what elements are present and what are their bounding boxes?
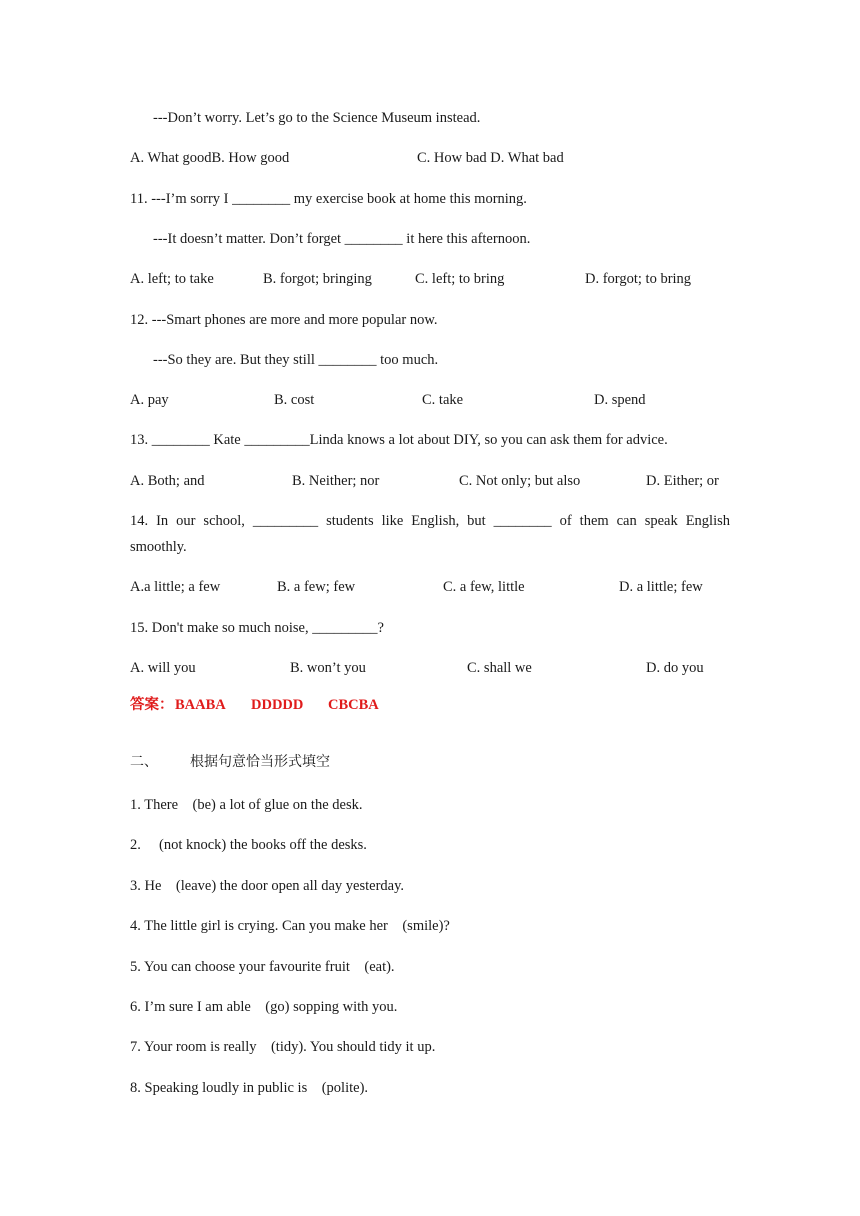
answer-group-2: DDDDD: [251, 697, 304, 713]
q14-option-b: B. a few; few: [277, 579, 356, 595]
q13-question: 13. ________ Kate _________Linda knows a lot about DIY, so you can ask them for advice.: [130, 432, 668, 448]
fill-item: 1. There (be) a lot of glue on the desk.: [130, 797, 363, 813]
q14-question-continued: smoothly.: [130, 539, 187, 555]
q15-option-a: A. will you: [130, 660, 196, 676]
q11-option-a: A. left; to take: [130, 271, 214, 287]
answer-label: 答案：: [130, 697, 174, 713]
section-title: 根据句意恰当形式填空: [190, 754, 330, 770]
q13-option-b: B. Neither; nor: [292, 473, 380, 489]
q12-question: 12. ---Smart phones are more and more popular now.: [130, 312, 438, 328]
q15-option-c: C. shall we: [467, 660, 532, 676]
q13-option-a: A. Both; and: [130, 473, 205, 489]
q15-option-d: D. do you: [646, 660, 704, 676]
q12-option-c: C. take: [422, 392, 464, 408]
fill-item: 3. He (leave) the door open all day yesterday.: [130, 878, 405, 894]
fill-item: 7. Your room is really (tidy). You should tidy it up.: [130, 1039, 436, 1055]
q11-option-d: D. forgot; to bring: [585, 271, 692, 287]
q14-option-d: D. a little; few: [619, 579, 703, 595]
answer-group-3: CBCBA: [328, 697, 379, 713]
fill-item: 2. (not knock) the books off the desks.: [130, 837, 367, 853]
answer-group-1: BAABA: [175, 697, 226, 713]
fill-item: 4. The little girl is crying. Can you make her (smile)?: [130, 918, 450, 934]
q10-options-cd: C. How bad D. What bad: [417, 150, 564, 166]
q12-option-d: D. spend: [594, 392, 646, 408]
q10-options-ab: A. What goodB. How good: [130, 150, 290, 166]
q11-option-b: B. forgot; bringing: [263, 271, 372, 287]
q14-option-a: A.a little; a few: [130, 579, 221, 595]
q10-dialogue-line: ---Don’t worry. Let’s go to the Science Museum instead.: [153, 110, 481, 126]
q11-option-c: C. left; to bring: [415, 271, 505, 287]
q11-question: 11. ---I’m sorry I ________ my exercise book at home this morning.: [130, 191, 527, 207]
q14-question: 14. In our school, _________ students like English, but ________ of them can speak English: [130, 513, 730, 529]
q12-option-a: A. pay: [130, 392, 169, 408]
fill-item: 5. You can choose your favourite fruit (eat).: [130, 959, 395, 975]
fill-item: 8. Speaking loudly in public is (polite).: [130, 1080, 369, 1096]
q12-dialogue-line: ---So they are. But they still ________ too much.: [153, 352, 439, 368]
q14-option-c: C. a few, little: [443, 579, 525, 595]
q13-option-c: C. Not only; but also: [459, 473, 581, 489]
q11-dialogue-line: ---It doesn’t matter. Don’t forget ________ it here this afternoon.: [153, 231, 531, 247]
section-number: 二、: [130, 754, 158, 770]
q12-option-b: B. cost: [274, 392, 315, 408]
q13-option-d: D. Either; or: [646, 473, 719, 489]
fill-item: 6. I’m sure I am able (go) sopping with you.: [130, 999, 398, 1015]
q15-option-b: B. won’t you: [290, 660, 366, 676]
q15-question: 15. Don't make so much noise, _________?: [130, 620, 384, 636]
